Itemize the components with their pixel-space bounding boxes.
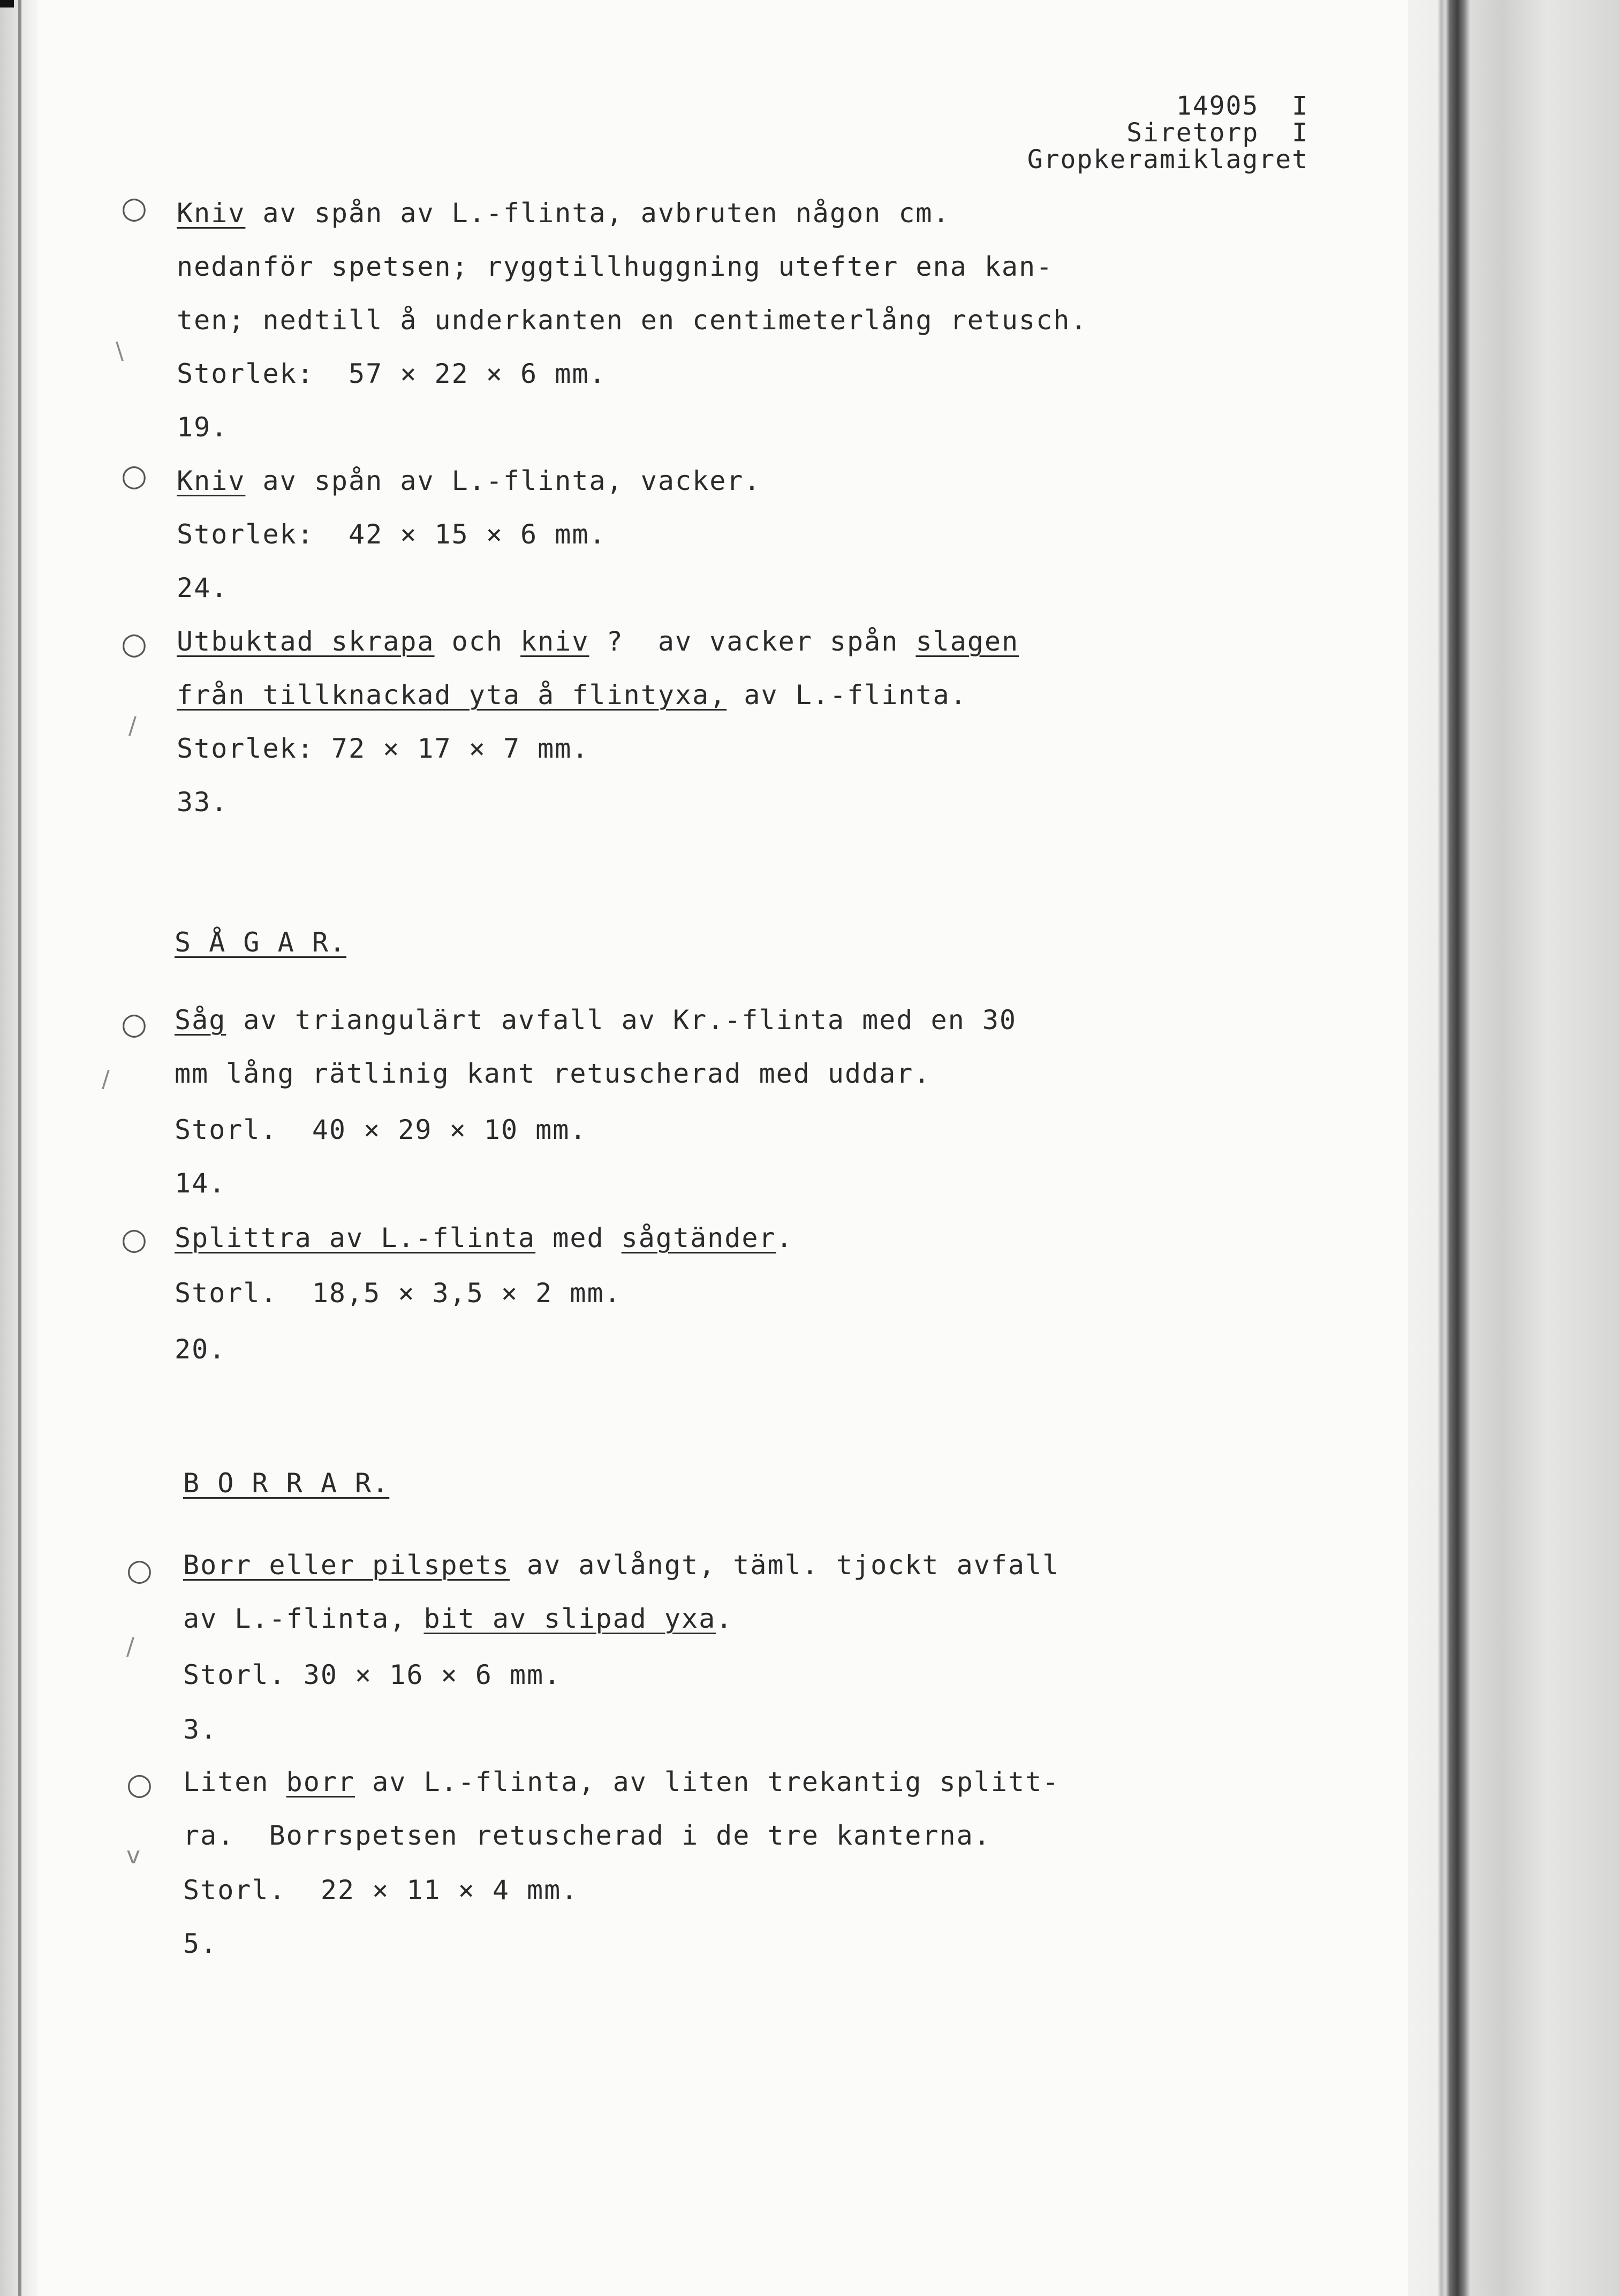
term: kniv: [520, 626, 589, 657]
check-mark: /: [128, 712, 137, 739]
item-number: 33.: [177, 787, 229, 818]
term: Kniv: [177, 198, 246, 229]
check-mark: /: [126, 1633, 134, 1660]
check-mark: v: [126, 1842, 141, 1869]
entry-text: av spån av L.-flinta, avbruten någon cm.: [245, 198, 950, 229]
entry-line: [183, 1766, 1060, 1798]
check-mark: /: [102, 1066, 110, 1093]
circle-mark: ○: [121, 191, 147, 225]
page-left-edge: [0, 0, 37, 2296]
item-number: 14.: [175, 1168, 226, 1199]
entry-line: [175, 1222, 793, 1254]
entry-line: [175, 1004, 1017, 1036]
entry-text: av L.-flinta.: [727, 679, 967, 711]
term: Utbuktad skrapa: [177, 626, 435, 657]
entry-line: [183, 1549, 1060, 1581]
entry-line: ten; nedtill å underkanten en centimeterlång retusch.: [177, 305, 1088, 336]
term: slagen: [916, 626, 1019, 657]
entry-text: av triangulärt avfall av Kr.-flinta med en 30: [226, 1004, 1017, 1036]
entry-line: [177, 465, 761, 497]
size-line: Storl. 40 × 29 × 10 mm.: [175, 1114, 587, 1145]
size-line: Storlek: 42 × 15 × 6 mm.: [177, 519, 607, 550]
term: bit av slipad yxa: [423, 1603, 716, 1634]
entry-text: av avlångt, täml. tjockt avfall: [509, 1550, 1060, 1581]
entry-text: av spån av L.-flinta, vacker.: [245, 465, 761, 496]
catalog-number: 14905 I: [1176, 91, 1308, 121]
circle-mark: ○: [121, 458, 147, 493]
item-number: 19.: [177, 412, 229, 443]
entry-text: med: [535, 1222, 622, 1253]
term: Såg: [175, 1004, 226, 1036]
check-mark: \: [116, 337, 124, 365]
item-number: 20.: [175, 1334, 226, 1365]
entry-line: [183, 1603, 733, 1635]
term: borr: [286, 1766, 355, 1797]
scan-corner-mark: [0, 0, 14, 7]
circle-mark: ○: [121, 626, 147, 661]
size-line: Storl. 18,5 × 3,5 × 2 mm.: [175, 1278, 622, 1309]
term: Kniv: [177, 465, 246, 496]
entry-text: av L.-flinta,: [183, 1603, 424, 1634]
entry-line: [177, 679, 967, 711]
item-number: 3.: [183, 1714, 218, 1745]
entry-line: mm lång rätlinig kant retuscherad med uddar.: [175, 1058, 931, 1089]
site-name: Siretorp I: [1126, 118, 1308, 148]
size-line: Storl. 30 × 16 × 6 mm.: [183, 1659, 562, 1690]
item-number: 24.: [177, 572, 229, 603]
entry-line: [177, 197, 950, 229]
size-line: Storlek: 57 × 22 × 6 mm.: [177, 358, 607, 389]
entry-text: .: [716, 1603, 733, 1634]
section-heading-sagar: S Å G A R.: [175, 927, 347, 958]
entry-text: och: [434, 626, 521, 657]
term: sågtänder: [621, 1222, 776, 1253]
circle-mark: ○: [126, 1553, 153, 1588]
size-line: Storl. 22 × 11 × 4 mm.: [183, 1875, 579, 1906]
entry-text: .: [776, 1222, 793, 1253]
circle-mark: ○: [126, 1767, 153, 1802]
term: Splittra av L.-flinta: [175, 1222, 536, 1253]
binding-edge: [1408, 0, 1619, 2296]
entry-line: nedanför spetsen; ryggtillhuggning utefter ena kan-: [177, 251, 1054, 282]
term: från tillknackad yta å flintyxa,: [177, 679, 727, 711]
circle-mark: ○: [121, 1222, 147, 1257]
size-line: Storlek: 72 × 17 × 7 mm.: [177, 733, 589, 764]
entry-line: [177, 625, 1019, 658]
entry-text: ? av vacker spån: [589, 626, 916, 657]
paper-sheet: [37, 0, 1408, 2296]
section-heading-borrar: B O R R A R.: [183, 1468, 390, 1499]
entry-text: av L.-flinta, av liten trekantig splitt-: [355, 1766, 1060, 1797]
entry-text: Liten: [183, 1766, 286, 1797]
entry-line: ra. Borrspetsen retuscherad i de tre kanterna.: [183, 1820, 991, 1851]
term: Borr eller pilspets: [183, 1550, 510, 1581]
item-number: 5.: [183, 1928, 218, 1959]
layer-name: Gropkeramiklagret: [1027, 145, 1308, 175]
circle-mark: ○: [121, 1007, 147, 1041]
